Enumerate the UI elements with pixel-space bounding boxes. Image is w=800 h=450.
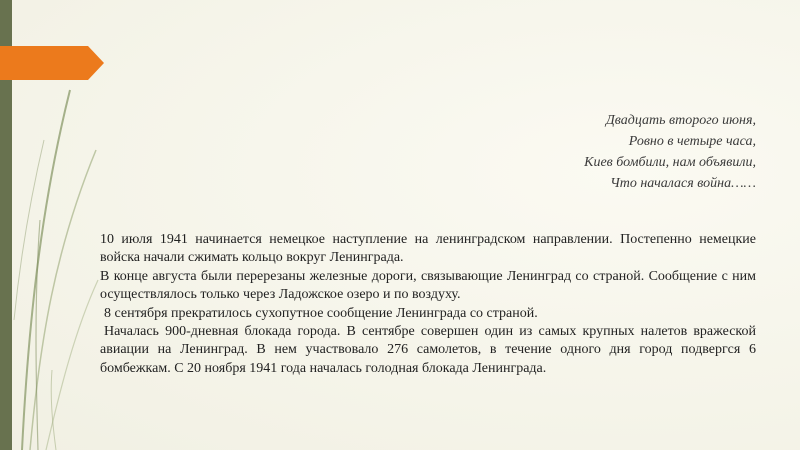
- decor-curve-1: [22, 90, 70, 450]
- decor-curve-4: [46, 280, 98, 450]
- paragraph: 10 июля 1941 начинается немецкое наступление на ленинградском направлении. Постепенно немецкие войска начали сжимать кольцо вокруг Ленинграда.: [100, 232, 756, 266]
- decor-curve-2: [30, 150, 96, 450]
- poem-line: Ровно в четыре часа,: [628, 134, 756, 149]
- poem-epigraph: [396, 110, 756, 194]
- paragraph: В конце августа были перерезаны железные дороги, связывающие Ленинград со страной. Сообщение с ним осуществлялось только через Ладожское озеро и по воздуху.: [100, 268, 756, 303]
- paragraph: Началась 900-дневная блокада города. В сентябре совершен один из самых крупных налетов вражеской авиации на Ленинград. В нем участвовало 276 самолетов, в течение одного дня город подвергся 6 бомбежкам. С 20 ноября 1941 года началась голодная блокада Ленинграда.: [100, 324, 756, 376]
- history-text-block: [100, 231, 756, 378]
- poem-line: Киев бомбили, нам объявили,: [584, 155, 756, 170]
- orange-arrow-shape: [0, 46, 104, 80]
- paragraph: 8 сентября прекратилось сухопутное сообщение Ленинграда со страной.: [104, 305, 538, 321]
- poem-line: Что началася война……: [610, 176, 756, 191]
- poem-line: Двадцать второго июня,: [605, 113, 756, 128]
